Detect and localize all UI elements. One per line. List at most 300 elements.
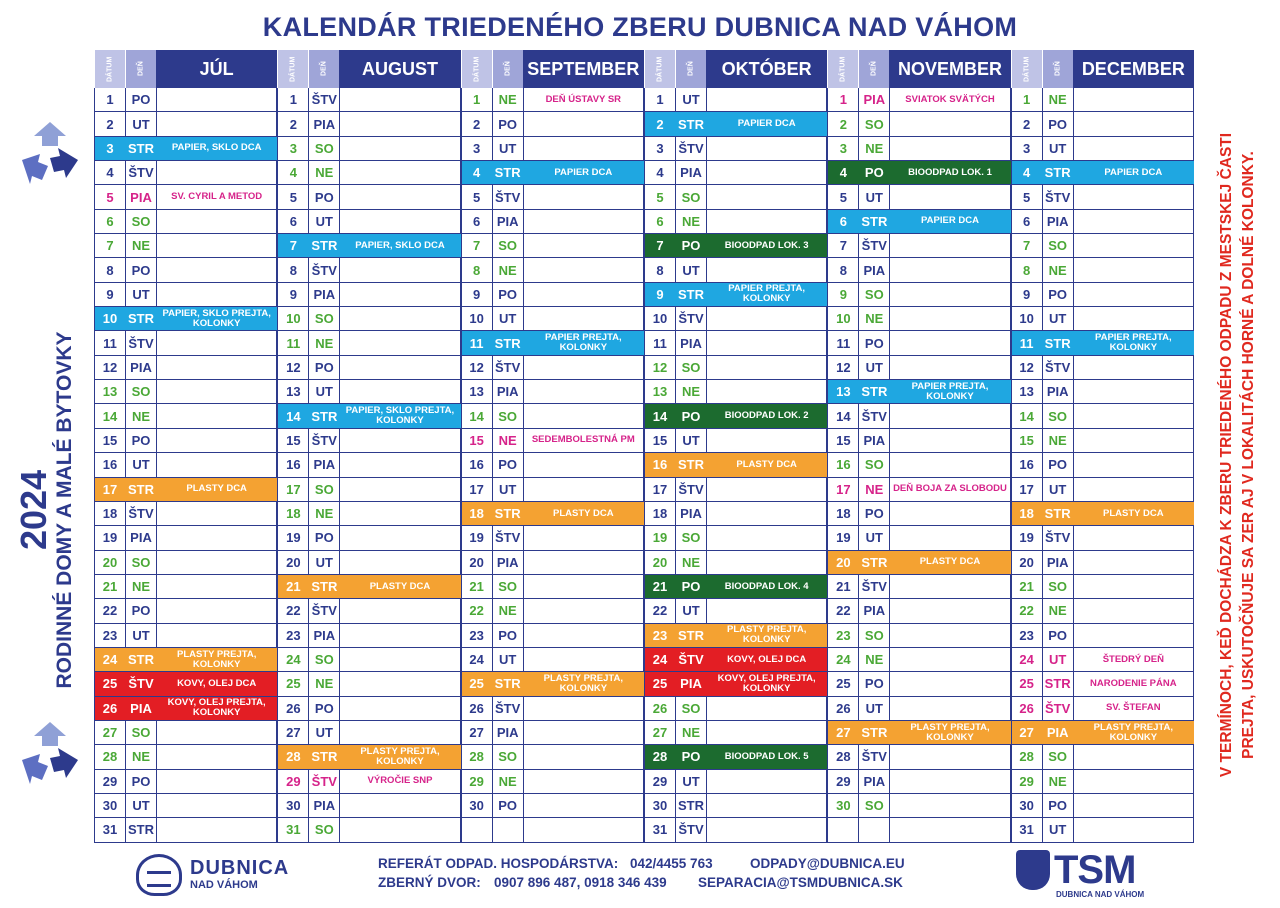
weekday: PO: [309, 185, 340, 208]
day-note: [890, 112, 1010, 135]
day-note: [157, 721, 277, 744]
day-number: 15: [1012, 429, 1043, 452]
contact-email-office[interactable]: ODPADY@DUBNICA.EU: [750, 856, 905, 871]
day-note: [340, 672, 460, 695]
day-number: 17: [828, 478, 859, 501]
day-note: [707, 818, 827, 841]
day-row: [828, 721, 1010, 745]
day-row: [278, 380, 460, 404]
day-number: 23: [95, 624, 126, 647]
weekday: NE: [126, 575, 157, 598]
day-number: 12: [278, 356, 309, 379]
day-number: 9: [828, 283, 859, 306]
day-number: 5: [95, 185, 126, 208]
day-note: [157, 88, 277, 111]
day-note: PLASTY DCA: [919, 556, 981, 568]
weekday: ŠTV: [126, 331, 157, 354]
day-row: [462, 721, 644, 745]
day-number: 16: [462, 453, 493, 476]
day-number: 29: [462, 770, 493, 793]
day-row: [95, 721, 277, 745]
day-note: [1074, 478, 1194, 501]
day-row: [645, 137, 827, 161]
day-number: 12: [645, 356, 676, 379]
day-note: [157, 112, 277, 135]
weekday: NE: [676, 551, 707, 574]
day-note: [1074, 794, 1194, 817]
day-row: [645, 404, 827, 428]
day-row: [645, 356, 827, 380]
weekday: SO: [1043, 575, 1074, 598]
day-number: 6: [95, 210, 126, 233]
day-row: [278, 356, 460, 380]
day-note: [157, 331, 277, 354]
page-title: KALENDÁR TRIEDENÉHO ZBERU DUBNICA NAD VÁHOM: [262, 12, 1018, 42]
day-number: 20: [645, 551, 676, 574]
day-row: [278, 697, 460, 721]
day-note: [890, 599, 1010, 622]
weekday: PIA: [309, 794, 340, 817]
day-number: 31: [95, 818, 126, 841]
day-row: [95, 648, 277, 672]
day-note: PLASTY PREJTA, KOLONKY: [543, 672, 623, 694]
day-number: 16: [652, 457, 668, 473]
day-note: [707, 210, 827, 233]
day-row: [278, 551, 460, 575]
month-header: [644, 50, 827, 88]
day-note: [157, 404, 277, 427]
day-number: 18: [95, 502, 126, 525]
day-note: [1074, 429, 1194, 452]
day-row: [462, 794, 644, 818]
tsm-logo: [1016, 850, 1144, 899]
day-number: [828, 818, 859, 841]
day-row: [1012, 404, 1194, 428]
day-number: 3: [1012, 137, 1043, 160]
day-note: KOVY, OLEJ PREJTA, KOLONKY: [167, 697, 266, 719]
weekday: PIA: [1046, 725, 1069, 741]
weekday: SO: [676, 526, 707, 549]
day-note: [890, 697, 1010, 720]
day-row: [1012, 745, 1194, 769]
day-number: 17: [1012, 478, 1043, 501]
weekday: UT: [309, 210, 340, 233]
day-note: [1074, 356, 1194, 379]
weekday: SO: [309, 307, 340, 330]
day-note: [524, 307, 644, 330]
day-number: 18: [645, 502, 676, 525]
day-number: 6: [278, 210, 309, 233]
day-note: [890, 331, 1010, 354]
weekday: PIA: [680, 676, 702, 692]
day-note: [157, 429, 277, 452]
day-note: [340, 210, 460, 233]
day-number: 28: [652, 749, 668, 765]
day-note: VÝROČIE SNP: [340, 770, 460, 793]
day-number: 6: [462, 210, 493, 233]
dubnica-logo: [136, 854, 289, 896]
weekday: STR: [678, 627, 704, 643]
day-note: [157, 380, 277, 403]
day-note: PLASTY DCA: [369, 580, 431, 592]
weekday: UT: [309, 551, 340, 574]
day-number: 25: [652, 676, 668, 692]
day-row: [95, 161, 277, 185]
weekday: NE: [1043, 599, 1074, 622]
day-number: 26: [462, 697, 493, 720]
day-number: 11: [828, 331, 859, 354]
day-note: [707, 697, 827, 720]
weekday: SO: [859, 453, 890, 476]
day-column-header: DEŇ: [858, 50, 889, 88]
day-row: [95, 453, 277, 477]
day-number: 20: [1012, 551, 1043, 574]
day-note: [707, 429, 827, 452]
date-column-header: DÁTUM: [1011, 50, 1042, 88]
weekday: PO: [126, 258, 157, 281]
weekday: SO: [126, 721, 157, 744]
day-row: [828, 331, 1010, 355]
day-note: [157, 575, 277, 598]
day-row: [462, 161, 644, 185]
weekday: NE: [493, 429, 524, 452]
day-column-header: DEŇ: [675, 50, 706, 88]
day-row: [828, 210, 1010, 234]
day-note: [1074, 234, 1194, 257]
day-note: [524, 794, 644, 817]
day-row: [462, 283, 644, 307]
day-row: [278, 88, 460, 112]
day-row: [828, 88, 1010, 112]
day-note: [524, 185, 644, 208]
day-number: 28: [95, 745, 126, 768]
day-note: [707, 599, 827, 622]
day-row: [462, 210, 644, 234]
weekday: PO: [681, 579, 701, 595]
day-row: [278, 478, 460, 502]
day-note: [340, 478, 460, 501]
day-number: 20: [836, 554, 851, 570]
weekday: [493, 818, 524, 841]
day-row: [828, 526, 1010, 550]
day-number: 16: [1012, 453, 1043, 476]
weekday: PIA: [126, 356, 157, 379]
note-line-2: PREJTA, USKUTOČŇUJE SA ZER AJ V LOKALITÁCH HORNÉ A DOLNÉ KOLONKY.: [1240, 151, 1257, 759]
weekday: SO: [676, 356, 707, 379]
day-note: [707, 331, 827, 354]
weekday: PIA: [859, 429, 890, 452]
day-note: KOVY, OLEJ PREJTA, KOLONKY: [717, 672, 816, 694]
day-number: 9: [278, 283, 309, 306]
day-note: [890, 429, 1010, 452]
weekday: PO: [1043, 112, 1074, 135]
day-number: 7: [462, 234, 493, 257]
day-row: [462, 88, 644, 112]
day-note: [1074, 599, 1194, 622]
weekday: ŠTV: [309, 599, 340, 622]
weekday: NE: [493, 770, 524, 793]
day-row: [645, 88, 827, 112]
day-row: [828, 112, 1010, 136]
day-row: [645, 624, 827, 648]
month-name: DECEMBER: [1073, 50, 1194, 88]
day-number: 15: [95, 429, 126, 452]
day-note: [1074, 404, 1194, 427]
weekday: NE: [493, 258, 524, 281]
day-note: ŠTEDRÝ DEŇ: [1074, 648, 1194, 671]
weekday: PO: [309, 356, 340, 379]
day-note: [707, 380, 827, 403]
day-row: [828, 599, 1010, 623]
day-note: [890, 770, 1010, 793]
day-number: 13: [645, 380, 676, 403]
weekday: SO: [859, 624, 890, 647]
day-row: [1012, 380, 1194, 404]
day-note: [157, 453, 277, 476]
day-note: [890, 624, 1010, 647]
month-header: [94, 50, 277, 88]
weekday: STR: [678, 457, 704, 473]
day-row: [95, 770, 277, 794]
day-row: [828, 551, 1010, 575]
day-note: [524, 234, 644, 257]
day-note: [157, 210, 277, 233]
weekday: STR: [128, 311, 154, 327]
day-number: 15: [278, 429, 309, 452]
weekday: PO: [681, 238, 701, 254]
day-note: PAPIER, SKLO PREJTA, KOLONKY: [162, 307, 271, 329]
day-row: [278, 721, 460, 745]
weekday: NE: [126, 404, 157, 427]
month-column: [827, 50, 1010, 845]
day-row: [1012, 258, 1194, 282]
weekday: STR: [1044, 506, 1071, 522]
day-number: 9: [95, 283, 126, 306]
day-note: PAPIER DCA: [554, 166, 613, 178]
weekday: UT: [126, 624, 157, 647]
day-number: 26: [278, 697, 309, 720]
day-number: 26: [828, 697, 859, 720]
day-number: 22: [278, 599, 309, 622]
weekday: PO: [126, 770, 157, 793]
day-row: [645, 258, 827, 282]
weekday: UT: [1043, 818, 1074, 841]
day-note: [707, 307, 827, 330]
day-note: [340, 356, 460, 379]
day-number: 28: [286, 749, 301, 765]
day-note: [157, 551, 277, 574]
weekday: NE: [309, 672, 340, 695]
day-note: [1074, 283, 1194, 306]
day-number: 27: [645, 721, 676, 744]
day-note: [524, 380, 644, 403]
day-number: 13: [95, 380, 126, 403]
day-row: [645, 161, 827, 185]
weekday: STR: [311, 579, 338, 595]
day-row: [462, 234, 644, 258]
month-name: OKTÓBER: [706, 50, 827, 88]
day-row: [462, 526, 644, 550]
contact-email-yard[interactable]: SEPARACIA@TSMDUBNICA.SK: [698, 875, 903, 890]
weekday: SO: [859, 112, 890, 135]
day-row: [278, 648, 460, 672]
weekday: ŠTV: [493, 526, 524, 549]
day-number: 27: [836, 725, 851, 741]
day-number: 21: [828, 575, 859, 598]
weekday: PO: [681, 749, 701, 765]
day-note: [1074, 770, 1194, 793]
day-note: [340, 453, 460, 476]
day-row: [278, 794, 460, 818]
day-row: [278, 234, 460, 258]
day-row: [1012, 526, 1194, 550]
day-row: [1012, 575, 1194, 599]
day-row: [95, 137, 277, 161]
day-row: [95, 112, 277, 136]
weekday: SO: [859, 794, 890, 817]
day-row: [1012, 161, 1194, 185]
weekday: NE: [493, 599, 524, 622]
day-note: [890, 818, 1010, 841]
day-row: [95, 599, 277, 623]
day-row: [278, 624, 460, 648]
day-row: [1012, 502, 1194, 526]
day-note: [157, 770, 277, 793]
day-note: [524, 404, 644, 427]
day-number: 12: [462, 356, 493, 379]
day-row: [1012, 356, 1194, 380]
day-note: [524, 624, 644, 647]
weekday: NE: [309, 502, 340, 525]
day-row: [278, 185, 460, 209]
weekday: SO: [676, 697, 707, 720]
weekday: NE: [859, 307, 890, 330]
day-row: [95, 185, 277, 209]
weekday: ŠTV: [309, 88, 340, 111]
day-note: [157, 818, 277, 841]
day-note: PAPIER PREJTA, KOLONKY: [911, 380, 989, 402]
day-row: [462, 258, 644, 282]
day-row: [95, 356, 277, 380]
weekday: PO: [1043, 283, 1074, 306]
weekday: UT: [676, 88, 707, 111]
day-row: [828, 404, 1010, 428]
weekday: PIA: [309, 283, 340, 306]
day-number: 16: [95, 453, 126, 476]
dubnica-logo-icon: [136, 854, 182, 896]
day-number: 14: [286, 408, 301, 424]
day-number: 31: [1012, 818, 1043, 841]
day-note: [340, 283, 460, 306]
weekday: ŠTV: [1043, 356, 1074, 379]
day-number: 13: [836, 384, 851, 400]
day-row: [95, 88, 277, 112]
weekday: SO: [309, 648, 340, 671]
day-column-header: DEŇ: [125, 50, 156, 88]
day-column-header: DEŇ: [492, 50, 523, 88]
day-note: [157, 234, 277, 257]
day-note: [524, 112, 644, 135]
weekday: STR: [861, 725, 888, 741]
day-note: SEDEMBOLESTNÁ PM: [524, 429, 644, 452]
weekday: NE: [126, 234, 157, 257]
weekday: ŠTV: [493, 185, 524, 208]
day-note: [1074, 453, 1194, 476]
day-number: 18: [828, 502, 859, 525]
day-note: [890, 307, 1010, 330]
day-number: 17: [102, 481, 118, 497]
day-number: 12: [1012, 356, 1043, 379]
weekday: STR: [861, 384, 888, 400]
day-row: [95, 551, 277, 575]
weekday: PIA: [126, 526, 157, 549]
day-number: 30: [95, 794, 126, 817]
weekday: PIA: [493, 551, 524, 574]
weekday: STR: [678, 116, 704, 132]
day-row: [828, 672, 1010, 696]
day-row: [462, 770, 644, 794]
day-note: KOVY, OLEJ DCA: [727, 653, 807, 665]
day-row: [462, 551, 644, 575]
day-row: [645, 210, 827, 234]
weekday: SO: [859, 283, 890, 306]
weekday: NE: [1043, 88, 1074, 111]
weekday: NE: [859, 478, 890, 501]
day-number: 23: [462, 624, 493, 647]
day-row: [1012, 112, 1194, 136]
day-note: PLASTY PREJTA, KOLONKY: [360, 745, 440, 767]
weekday: PIA: [1043, 551, 1074, 574]
day-row: [645, 599, 827, 623]
day-row: [645, 307, 827, 331]
day-row: [1012, 137, 1194, 161]
weekday: NE: [676, 721, 707, 744]
day-number: 2: [656, 116, 664, 132]
day-number: 18: [469, 506, 484, 522]
day-note: [157, 794, 277, 817]
day-note: PAPIER PREJTA, KOLONKY: [728, 283, 806, 305]
day-row: [645, 112, 827, 136]
day-note: [524, 137, 644, 160]
day-number: 25: [828, 672, 859, 695]
date-column-header: DÁTUM: [644, 50, 675, 88]
day-row: [278, 112, 460, 136]
day-number: 21: [652, 579, 668, 595]
day-note: [1074, 112, 1194, 135]
day-row: [1012, 770, 1194, 794]
weekday: STR: [678, 286, 704, 302]
weekday: STR: [1044, 335, 1071, 351]
weekday: UT: [676, 258, 707, 281]
day-row: [1012, 648, 1194, 672]
day-note: [707, 478, 827, 501]
weekday: SO: [126, 551, 157, 574]
weekday: PO: [1043, 624, 1074, 647]
day-note: [157, 624, 277, 647]
day-row: [828, 137, 1010, 161]
day-note: [524, 599, 644, 622]
day-row: [95, 478, 277, 502]
day-row: [462, 356, 644, 380]
day-row: [645, 453, 827, 477]
day-number: 8: [95, 258, 126, 281]
contact-phone-office: 042/4455 763: [630, 856, 713, 871]
day-number: 26: [645, 697, 676, 720]
month-column: [461, 50, 644, 845]
day-row: [462, 185, 644, 209]
day-row: [462, 648, 644, 672]
weekday: PO: [1043, 453, 1074, 476]
